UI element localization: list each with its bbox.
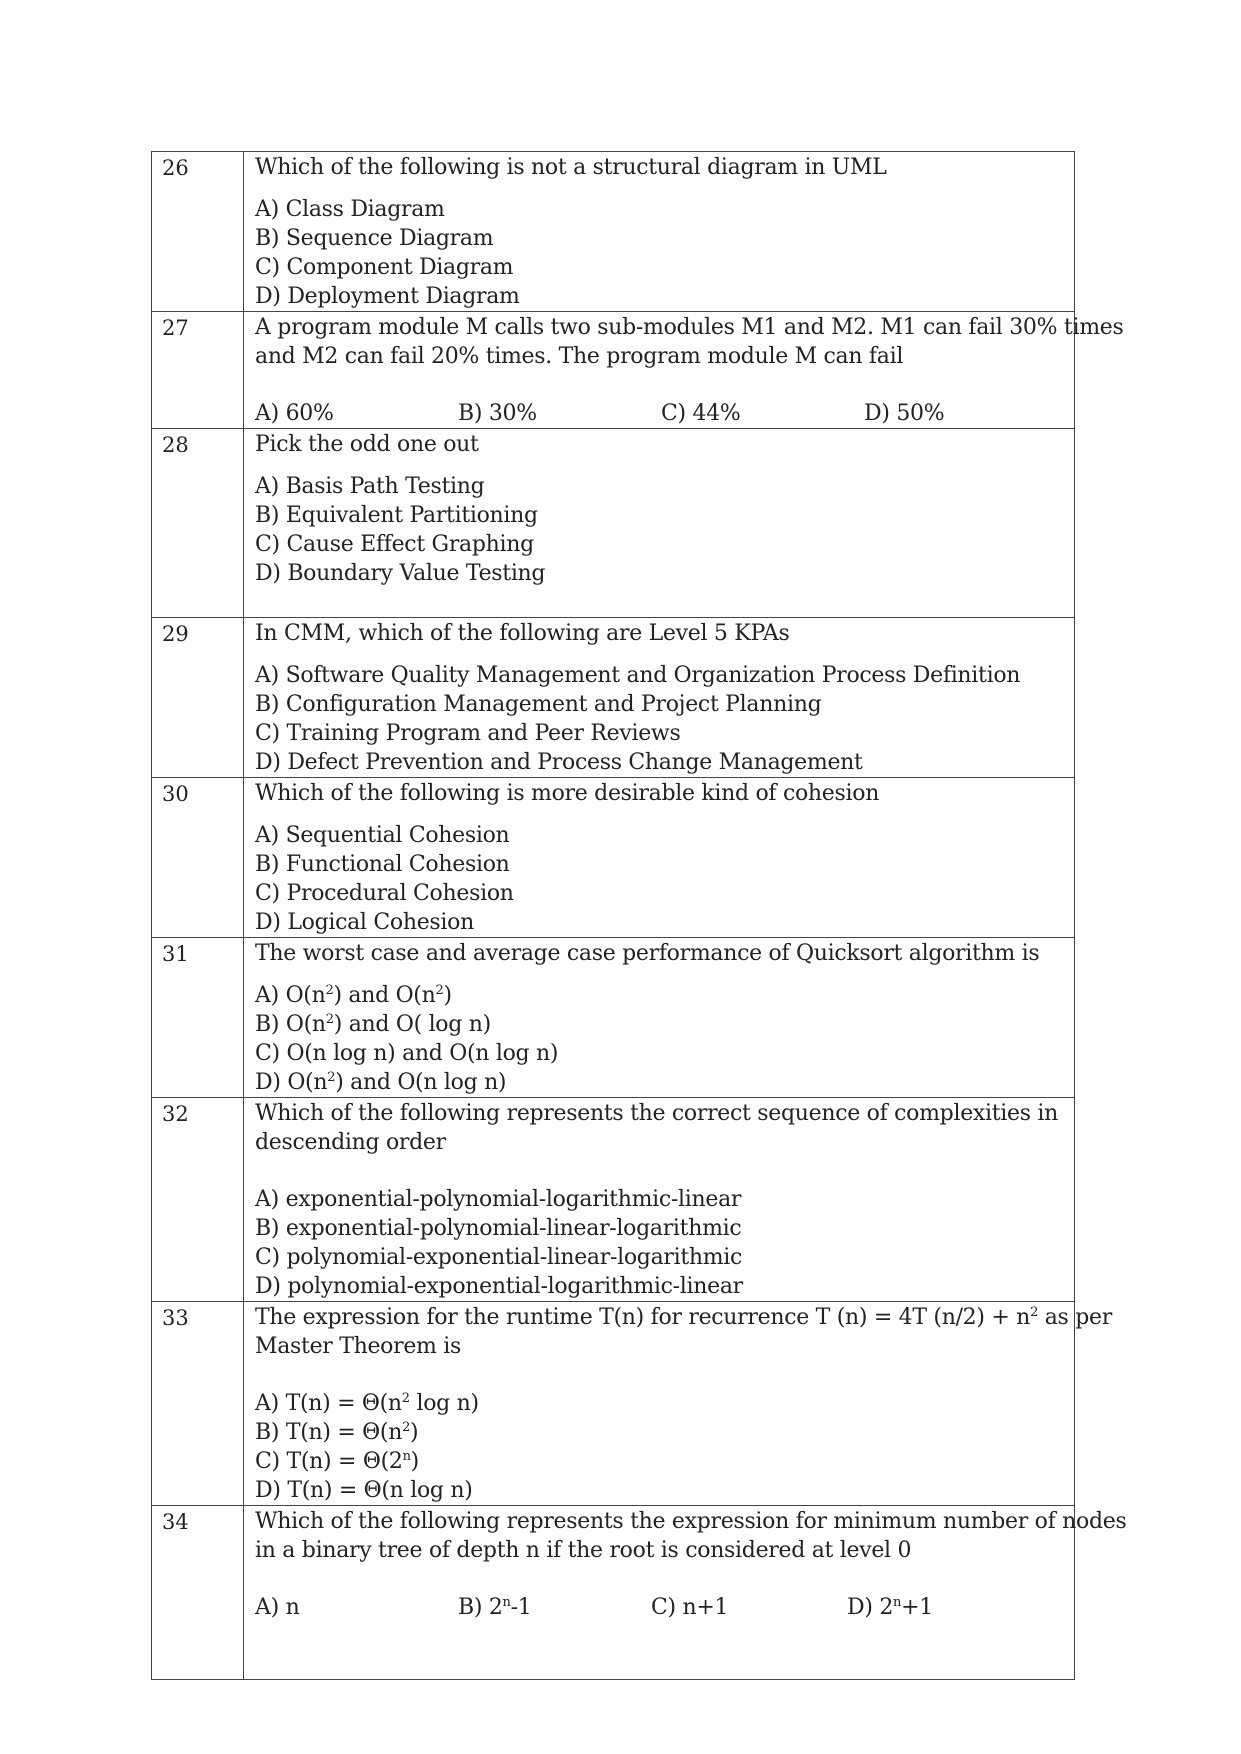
question-text: Pick the odd one out	[255, 432, 479, 457]
option-c: C) Procedural Cohesion	[255, 881, 514, 906]
option-d: D) Boundary Value Testing	[255, 561, 546, 586]
option-c: C) 44%	[661, 401, 741, 426]
question-row-29	[152, 618, 1075, 778]
question-text-line-2: descending order	[255, 1130, 446, 1155]
option-c: C) polynomial-exponential-linear-logarithmic	[255, 1245, 743, 1270]
question-row-30	[152, 778, 1075, 938]
option-a: A) Software Quality Management and Organization Process Definition	[255, 663, 1021, 688]
option-d: D) T(n) = Θ(n log n)	[255, 1478, 473, 1503]
question-text: The worst case and average case performance of Quicksort algorithm is	[255, 941, 1040, 966]
option-d: D) Defect Prevention and Process Change Management	[255, 750, 863, 775]
option-d: D) 50%	[864, 401, 945, 426]
question-body	[244, 778, 1075, 938]
option-a: A) exponential-polynomial-logarithmic-linear	[255, 1187, 742, 1212]
question-text	[255, 1507, 1127, 1565]
option-b: B) 30%	[458, 401, 537, 426]
question-table	[151, 151, 1127, 1680]
option-c: C) O(n log n) and O(n log n)	[255, 1041, 559, 1066]
option-d: D) Deployment Diagram	[255, 284, 520, 309]
question-number: 26	[152, 152, 244, 312]
option-c: C) Training Program and Peer Reviews	[255, 721, 681, 746]
question-row-28	[152, 429, 1075, 618]
option-c: C) Component Diagram	[255, 255, 514, 280]
option-b: B) Equivalent Partitioning	[255, 503, 538, 528]
question-row-31	[152, 938, 1075, 1098]
question-number: 32	[152, 1098, 244, 1302]
question-text-line-2: Master Theorem is	[255, 1334, 462, 1359]
question-number: 29	[152, 618, 244, 778]
option-a: A) Basis Path Testing	[255, 474, 485, 499]
option-c: C) Cause Effect Graphing	[255, 532, 534, 557]
question-body	[244, 152, 1075, 312]
question-number: 27	[152, 312, 244, 429]
options-row	[255, 399, 1064, 428]
option-b: B) Sequence Diagram	[255, 226, 494, 251]
option-b: B) $T(n) = \Theta(n^2)$	[255, 1420, 419, 1445]
option-a: A) Class Diagram	[255, 197, 445, 222]
question-text-line-1: Which of the following represents the correct sequence of complexities in	[255, 1101, 1059, 1126]
option-c: C) n+1	[651, 1595, 729, 1620]
question-text: Which of the following is not a structural diagram in UML	[255, 155, 887, 180]
question-body	[244, 429, 1075, 618]
option-b: B) exponential-polynomial-linear-logarithmic	[255, 1216, 742, 1241]
question-number: 31	[152, 938, 244, 1098]
question-text	[255, 1303, 1112, 1361]
question-text	[255, 1099, 1064, 1157]
option-a: A) $O(n^2)$ and $O(n^2)$	[255, 983, 452, 1008]
question-text-line-2: in a binary tree of depth n if the root is considered at level 0	[255, 1538, 912, 1563]
option-c: C) $T(n) = \Theta(2^n)$	[255, 1449, 419, 1474]
option-a: A) Sequential Cohesion	[255, 823, 510, 848]
option-b: B) Configuration Management and Project Planning	[255, 692, 822, 717]
question-text: In CMM, which of the following are Level 5 KPAs	[255, 621, 790, 646]
question-row-27	[152, 312, 1075, 429]
question-text-line-1: A program module M calls two sub-modules M1 and M2. M1 can fail 30% times	[255, 315, 1124, 340]
question-number: 33	[152, 1302, 244, 1506]
question-number: 30	[152, 778, 244, 938]
question-body	[244, 938, 1075, 1098]
option-b: B) $O(n^2)$ and O( log n)	[255, 1012, 491, 1037]
option-d: D) Logical Cohesion	[255, 910, 474, 935]
question-body	[244, 312, 1124, 429]
question-number: 28	[152, 429, 244, 618]
question-body	[244, 1506, 1127, 1680]
question-text-line-2: and M2 can fail 20% times. The program module M can fail	[255, 344, 904, 369]
option-b: B) Functional Cohesion	[255, 852, 510, 877]
question-row-26	[152, 152, 1075, 312]
question-number: 34	[152, 1506, 244, 1680]
question-text	[255, 313, 1124, 371]
option-d: D) $2^n+1$	[847, 1595, 933, 1620]
option-a: A) $T(n) = \Theta(n^2$ log n)	[255, 1391, 479, 1416]
question-row-34	[152, 1506, 1075, 1680]
question-body	[244, 1098, 1075, 1302]
question-body	[244, 618, 1075, 778]
option-d: D) $O(n^2)$ and O(n log n)	[255, 1070, 507, 1095]
question-text-line-1: Which of the following represents the expression for minimum number of nodes	[255, 1509, 1127, 1534]
option-d: D) polynomial-exponential-logarithmic-linear	[255, 1274, 743, 1299]
options-row	[255, 1593, 1064, 1622]
question-text: Which of the following is more desirable kind of cohesion	[255, 781, 880, 806]
option-a: A) 60%	[255, 401, 334, 426]
question-body	[244, 1302, 1112, 1506]
option-b: B) 2$^n$-1	[458, 1595, 532, 1620]
question-row-33	[152, 1302, 1075, 1506]
question-text-line-1: The expression for the runtime T(n) for recurrence T (n) = 4T $(n/2) + n^2$ as per	[255, 1305, 1112, 1330]
question-row-32	[152, 1098, 1075, 1302]
option-a: A) n	[255, 1595, 300, 1620]
